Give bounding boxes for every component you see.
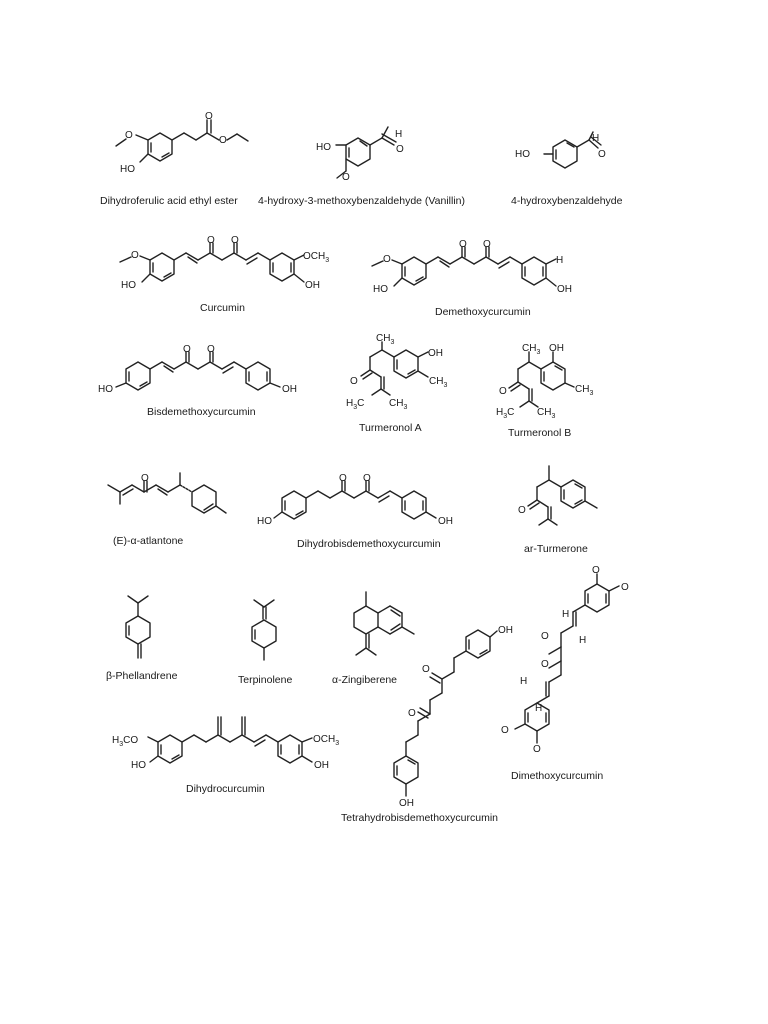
- atom-o: O: [501, 725, 509, 736]
- compound-label-atlantone: (E)-α-atlantone: [113, 535, 184, 547]
- atom-o: O: [499, 386, 507, 397]
- atom-o: O: [207, 344, 215, 355]
- atom-h3c: $H_3C$: [346, 398, 365, 411]
- atom-oh: OH: [557, 284, 572, 295]
- atom-o: O: [621, 582, 629, 593]
- compound-label-dihydrobisdemethoxycurcumin: Dihydrobisdemethoxycurcumin: [297, 538, 441, 550]
- atom-oh: OH: [399, 798, 414, 809]
- atom-oh: OH: [282, 384, 297, 395]
- structure-bisdemethoxycurcumin: [116, 352, 280, 390]
- atom-oh: OH: [314, 760, 329, 771]
- atom-o: O: [342, 172, 350, 183]
- atom-oh: OH: [498, 625, 513, 636]
- atom-h: H: [395, 129, 403, 140]
- compound-label-dihydroferulic: Dihydroferulic acid ethyl ester: [100, 195, 238, 207]
- structure-vanillin: [336, 127, 396, 178]
- atom-o: O: [183, 344, 191, 355]
- atom-h: H: [592, 133, 600, 144]
- atom-h: H: [520, 676, 528, 687]
- structure-terpinolene: [252, 600, 276, 660]
- structure-demethoxycurcumin: [372, 247, 556, 286]
- atom-ho: HO: [515, 149, 530, 160]
- atom-oh: OH: [428, 348, 443, 359]
- atom-o: O: [219, 135, 227, 146]
- compound-label-hydroxybenzaldehyde: 4-hydroxybenzaldehyde: [511, 195, 623, 207]
- structure-ar-turmerone: [528, 466, 597, 525]
- atom-o: O: [383, 254, 391, 265]
- structure-turmeronol-a: [361, 342, 428, 395]
- structure-dihydroferulic: [116, 120, 248, 162]
- atom-ho: HO: [121, 280, 136, 291]
- compound-label-dimethoxycurcumin: Dimethoxycurcumin: [511, 770, 604, 782]
- atom-o: O: [422, 664, 430, 675]
- atom-oh: OH: [549, 343, 564, 354]
- structure-phellandrene: [126, 596, 150, 658]
- atom-o: O: [396, 144, 404, 155]
- compound-label-turmeronol-a: Turmeronol A: [359, 422, 422, 434]
- atom-ch3: $CH_3$: [389, 398, 408, 411]
- structure-zingiberene: [354, 592, 414, 655]
- atom-ho: HO: [316, 142, 331, 153]
- atom-h3c: $H_3C$: [496, 407, 515, 420]
- atom-ho: HO: [257, 516, 272, 527]
- atom-o: O: [483, 239, 491, 250]
- compound-label-terpinolene: Terpinolene: [238, 674, 293, 686]
- atom-o: O: [350, 376, 358, 387]
- compound-label-ar-turmerone: ar-Turmerone: [524, 543, 588, 555]
- structure-dimethoxycurcumin: [515, 574, 619, 743]
- atom-o: O: [205, 111, 213, 122]
- atom-o: O: [408, 708, 416, 719]
- atom-ho: HO: [120, 164, 135, 175]
- atom-o: O: [518, 505, 526, 516]
- atom-ch3: $CH_3$: [537, 407, 556, 420]
- compound-label-tetrahydrobisdemethoxycurcumin: Tetrahydrobisdemethoxycurcumin: [341, 812, 498, 824]
- compound-label-demethoxycurcumin: Demethoxycurcumin: [435, 306, 531, 318]
- atom-o: O: [131, 250, 139, 261]
- atom-h: H: [556, 255, 564, 266]
- compound-label-phellandrene: β-Phellandrene: [106, 670, 178, 682]
- structure-atlantone: [108, 473, 226, 513]
- atom-o: O: [231, 235, 239, 246]
- atom-o: O: [363, 473, 371, 484]
- structure-curcumin: [120, 243, 304, 282]
- atom-h: H: [579, 635, 587, 646]
- atom-ho: HO: [373, 284, 388, 295]
- atom-h: H: [535, 703, 543, 714]
- compound-label-curcumin: Curcumin: [200, 302, 245, 314]
- atom-o: O: [592, 565, 600, 576]
- atom-oh: OH: [305, 280, 320, 291]
- atom-och3: $OCH_3$: [303, 251, 330, 264]
- atom-ch3: $CH_3$: [522, 343, 541, 356]
- compound-label-dihydrocurcumin: Dihydrocurcumin: [186, 783, 265, 795]
- atom-o: O: [339, 473, 347, 484]
- compound-label-bisdemethoxycurcumin: Bisdemethoxycurcumin: [147, 406, 256, 418]
- atom-oh: OH: [438, 516, 453, 527]
- structure-dihydrobisdemethoxycurcumin: [274, 481, 436, 519]
- compound-label-zingiberene: α-Zingiberene: [332, 674, 398, 686]
- atom-ch3: $CH_3$: [376, 333, 395, 346]
- compound-label-turmeronol-b: Turmeronol B: [508, 427, 572, 439]
- atom-o: O: [533, 744, 541, 755]
- atom-ch3: $CH_3$: [575, 384, 594, 397]
- atom-o-ch3: $OCH_3$: [313, 734, 340, 747]
- atom-o: O: [207, 235, 215, 246]
- atom-ho: HO: [131, 760, 146, 771]
- structure-dihydrocurcumin: [148, 717, 312, 763]
- atom-o: O: [598, 149, 606, 160]
- atom-o: O: [541, 659, 549, 670]
- atom-o: O: [125, 130, 133, 141]
- atom-ho: HO: [98, 384, 113, 395]
- atom-ch3: $CH_3$: [429, 376, 448, 389]
- structure-turmeronol-b: [509, 352, 574, 407]
- compound-label-vanillin: 4-hydroxy-3-methoxybenzaldehyde (Vanillin): [258, 195, 465, 207]
- atom-o: O: [459, 239, 467, 250]
- atom-o: O: [141, 473, 149, 484]
- atom-o: O: [541, 631, 549, 642]
- atom-h: H: [562, 609, 570, 620]
- atom-h3co: $H_3CO$: [112, 735, 139, 748]
